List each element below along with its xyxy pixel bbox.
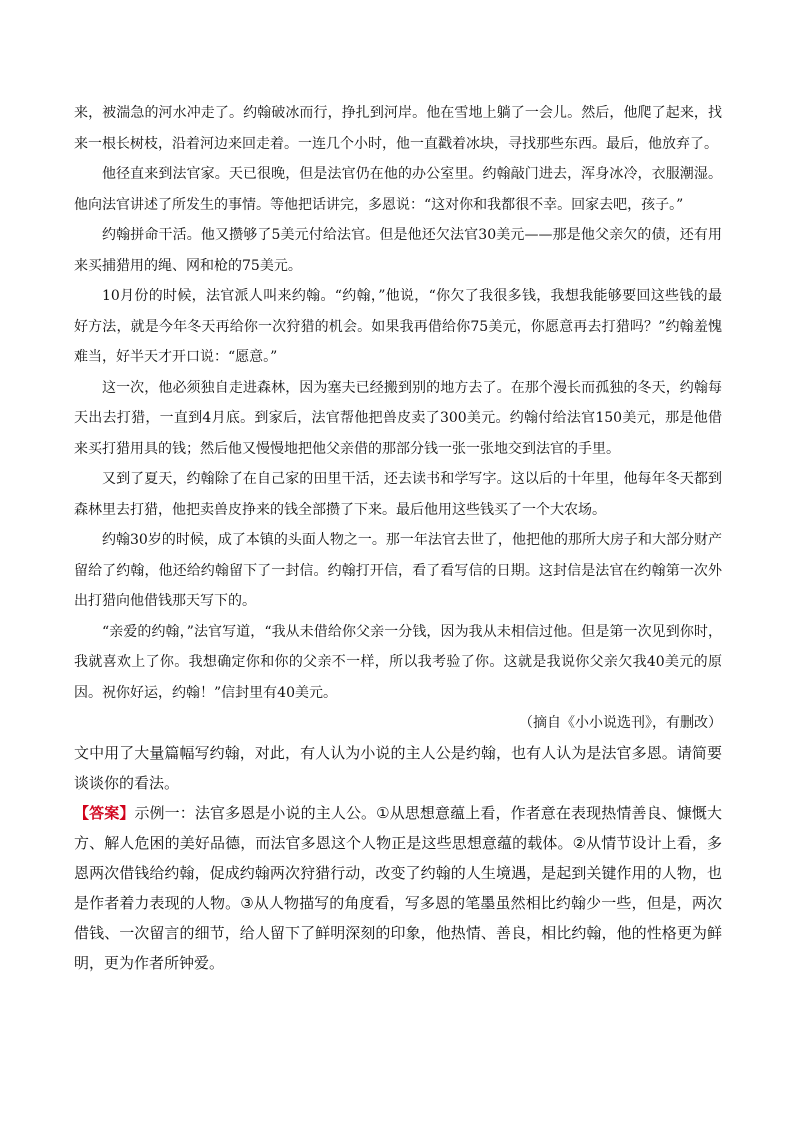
story-paragraph: 他径直来到法官家。天已很晚，但是法官仍在他的办公室里。约翰敲门进去，浑身冰冷，衣服潮湿。他向法官讲述了所发生的事情。等他把话讲完，多恩说：“这对你和我都很不幸。回家去吧，孩子。” — [74, 166, 722, 213]
story-paragraph: “亲爱的约翰，”法官写道，“我从未借给你父亲一分钱，因为我从未相信过他。但是第一次见到你时，我就喜欢上了你。我想确定你和你的父亲不一样，所以我考验了你。这就是我说你父亲欠我40美元的原因。祝你好运，约翰！”信封里有40美元。 — [74, 623, 722, 701]
story-paragraph: 来，被湍急的河水冲走了。约翰破冰而行，挣扎到河岸。他在雪地上躺了一会儿。然后，他爬了起来，找来一根长树枝，沿着河边来回走着。一连几个小时，他一直戳着冰块，寻找那些东西。最后，他放弃了。 — [74, 105, 722, 152]
answer-text: 示例一：法官多恩是小说的主人公。①从思想意蕴上看，作者意在表现热情善良、慷慨大方、解人危困的美好品德，而法官多恩这个人物正是这些思想意蕴的载体。②从情节设计上看，多恩两次借钱给约翰，促成约翰两次狩猎行动，改变了约翰的人生境遇，是起到关键作用的人物，也是作者着力表现的人物。③从人物描写的角度看，写多恩的笔墨虽然相比约翰少一些，但是，两次借钱、一次留言的细节，给人留下了鲜明深刻的印象，他热情、善良，相比约翰，他的性格更为鲜明，更为作者所钟爱。 — [74, 804, 722, 972]
story-paragraph: 约翰拼命干活。他又攒够了5美元付给法官。但是他还欠法官30美元——那是他父亲欠的债，还有用来买捕猎用的绳、网和枪的75美元。 — [74, 227, 722, 274]
story-paragraph: 又到了夏天，约翰除了在自己家的田里干活，还去读书和学写字。这以后的十年里，他每年冬天都到森林里去打猎，他把卖兽皮挣来的钱全部攒了下来。最后他用这些钱买了一个大农场。 — [74, 471, 722, 518]
answer-label: 【答案】 — [74, 804, 135, 822]
story-paragraph: 这一次，他必须独自走进森林，因为塞夫已经搬到别的地方去了。在那个漫长而孤独的冬天，约翰每天出去打猎，一直到4月底。到家后，法官帮他把兽皮卖了300美元。约翰付给法官150美元，那是他借来买打猎用具的钱；然后他又慢慢地把他父亲借的那部分钱一张一张地交到法官的手里。 — [74, 379, 722, 457]
story-paragraph: 约翰30岁的时候，成了本镇的头面人物之一。那一年法官去世了，他把他的那所大房子和大部分财产留给了约翰，他还给约翰留下了一封信。约翰打开信，看了看写信的日期。这封信是法官在约翰第一次外出打猎向他借钱那天写下的。 — [74, 532, 722, 609]
story-source: （摘自《小小说选刊》，有删改） — [519, 715, 722, 731]
answer-block — [74, 798, 722, 978]
story-text — [74, 98, 722, 708]
question-text: 文中用了大量篇幅写约翰，对此，有人认为小说的主人公是约翰，也有人认为是法官多恩。请简要谈谈你的看法。 — [74, 744, 722, 792]
document-page — [74, 98, 722, 978]
story-paragraph: 10月份的时候，法官派人叫来约翰。“约翰，”他说，“你欠了我很多钱，我想我能够要回这些钱的最好方法，就是今年冬天再给你一次狩猎的机会。如果我再借给你75美元，你愿意再去打猎吗？”约翰羞愧难当，好半天才开口说：“愿意。” — [74, 288, 722, 365]
